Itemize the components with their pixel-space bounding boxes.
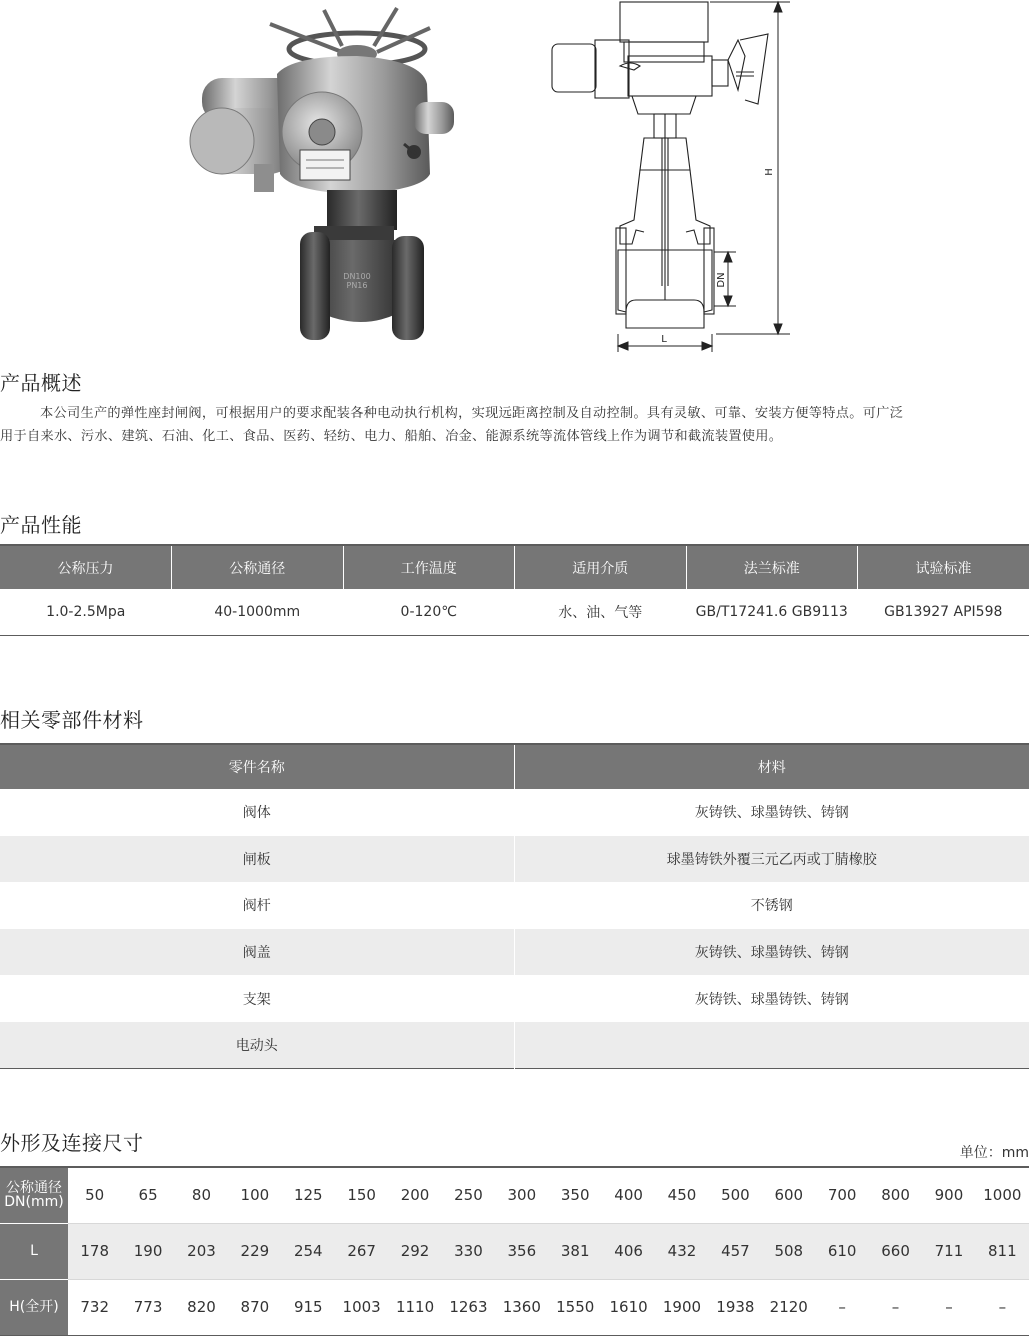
table-row	[0, 975, 1029, 1022]
performance-value-row	[0, 589, 1029, 635]
h-value: 820	[187, 1298, 216, 1316]
part-material: 球墨铸铁外覆三元乙丙或丁腈橡胶	[514, 836, 1029, 883]
dn-value: 900	[922, 1167, 975, 1223]
part-name: 支架	[0, 975, 514, 1022]
l-value: 660	[869, 1223, 922, 1279]
header-test-standard: 试验标准	[858, 545, 1029, 589]
dim-label-h: H	[764, 168, 775, 176]
l-value: 406	[602, 1223, 655, 1279]
dn-value: 500	[709, 1167, 762, 1223]
dn-value: 350	[549, 1167, 602, 1223]
l-value: 356	[495, 1223, 548, 1279]
l-value: 711	[922, 1223, 975, 1279]
performance-table	[0, 544, 1029, 636]
dn-value: 125	[282, 1167, 335, 1223]
header-medium: 适用介质	[515, 545, 687, 589]
dn-value: 450	[655, 1167, 708, 1223]
overview-paragraph	[0, 402, 1029, 448]
l-value: 178	[68, 1223, 121, 1279]
table-row	[0, 836, 1029, 883]
dn-value: 700	[815, 1167, 868, 1223]
dn-value: 250	[442, 1167, 495, 1223]
l-value: 203	[175, 1223, 228, 1279]
part-material: 灰铸铁、球墨铸铁、铸钢	[514, 929, 1029, 976]
dimensions-title: 外形及连接尺寸	[0, 1131, 144, 1155]
value-nominal-pressure: 1.0-2.5Mpa	[46, 603, 126, 620]
dimension-row-h	[0, 1279, 1029, 1335]
h-value: 870	[240, 1298, 270, 1316]
h-value: 1360	[502, 1298, 541, 1316]
dn-value: 600	[762, 1167, 815, 1223]
h-value: 1938	[716, 1298, 755, 1316]
performance-title: 产品性能	[0, 513, 82, 537]
dn-value: 150	[335, 1167, 388, 1223]
h-value: 1110	[395, 1298, 435, 1316]
dn-value: 400	[602, 1167, 655, 1223]
row-head-dn: 公称通径DN(mm)	[0, 1167, 68, 1223]
body-cast-text-2: PN16	[346, 281, 368, 290]
h-value: –	[945, 1298, 953, 1316]
overview-line-1: 本公司生产的弹性座封闸阀，可根据用户的要求配装各种电动执行机构，实现远距离控制及自动控制。具有灵敏、可靠、安装方便等特点。可广泛	[40, 406, 904, 421]
table-row	[0, 789, 1029, 836]
l-value: 254	[282, 1223, 335, 1279]
materials-table	[0, 743, 1029, 1069]
h-value: 732	[80, 1298, 110, 1316]
value-medium: 水、油、气等	[558, 604, 643, 621]
valve-dimension-drawing	[540, 0, 800, 354]
h-value: 2120	[769, 1298, 808, 1316]
part-material	[514, 1022, 1029, 1069]
h-value: 773	[133, 1298, 163, 1316]
l-value: 432	[655, 1223, 708, 1279]
part-material: 灰铸铁、球墨铸铁、铸钢	[694, 991, 849, 1008]
dimension-row-l	[0, 1223, 1029, 1279]
l-value: 190	[121, 1223, 174, 1279]
l-value: 292	[388, 1223, 441, 1279]
materials-title: 相关零部件材料	[0, 708, 144, 732]
h-value: –	[998, 1298, 1007, 1316]
h-value: 1263	[449, 1298, 488, 1316]
dn-value: 200	[388, 1167, 441, 1223]
value-nominal-diameter: 40-1000mm	[214, 603, 301, 620]
part-name: 电动头	[0, 1022, 514, 1069]
overview-title: 产品概述	[0, 371, 82, 395]
l-value: 457	[709, 1223, 762, 1279]
h-value: 1610	[609, 1298, 648, 1316]
header-material: 材料	[514, 744, 1029, 789]
dn-value: 800	[869, 1167, 922, 1223]
h-value: 915	[293, 1298, 323, 1316]
value-flange-standard: GB/T17241.6 GB9113	[695, 603, 848, 620]
h-value: –	[891, 1298, 900, 1316]
l-value: 610	[815, 1223, 868, 1279]
value-test-standard: GB13927 API598	[884, 603, 1003, 620]
table-row	[0, 1022, 1029, 1069]
l-value: 229	[228, 1223, 281, 1279]
row-head-l: L	[0, 1223, 68, 1279]
l-value: 508	[762, 1223, 815, 1279]
overview-line-2: 用于自来水、污水、建筑、石油、化工、食品、医药、轻纺、电力、船舶、冶金、能源系统等流体管线上作为调节和截流装置使用。	[0, 429, 783, 444]
l-value: 330	[442, 1223, 495, 1279]
dim-label-l: L	[661, 334, 667, 345]
part-material: 灰铸铁、球墨铸铁、铸钢	[694, 805, 849, 822]
header-working-temperature: 工作温度	[343, 545, 515, 589]
dn-value: 300	[495, 1167, 548, 1223]
header-nominal-diameter: 公称通径	[172, 545, 344, 589]
dn-value: 65	[121, 1167, 174, 1223]
h-value: –	[838, 1298, 846, 1316]
part-material: 不锈钢	[750, 898, 793, 915]
table-row	[0, 882, 1029, 929]
table-row	[0, 929, 1029, 976]
valve-product-photo	[182, 4, 472, 348]
part-name: 闸板	[0, 836, 514, 883]
h-value: 1003	[342, 1298, 381, 1316]
h-value: 1900	[662, 1298, 702, 1316]
l-value: 267	[335, 1223, 388, 1279]
header-flange-standard: 法兰标准	[686, 545, 858, 589]
body-cast-text-1: DN100	[343, 272, 371, 281]
unit-label: 单位：mm	[959, 1145, 1029, 1161]
row-head-h: H(全开)	[0, 1279, 68, 1335]
value-working-temperature: 0-120℃	[400, 603, 457, 620]
materials-header-row	[0, 744, 1029, 789]
dim-label-dn: DN	[716, 272, 727, 288]
dn-value: 1000	[976, 1167, 1029, 1223]
header-part-name: 零件名称	[0, 744, 514, 789]
l-value: 381	[549, 1223, 602, 1279]
dn-value: 50	[68, 1167, 121, 1223]
l-value: 811	[976, 1223, 1029, 1279]
dimensions-table	[0, 1166, 1029, 1336]
part-name: 阀体	[0, 789, 514, 836]
performance-header-row	[0, 545, 1029, 589]
header-nominal-pressure: 公称压力	[0, 545, 172, 589]
dn-value: 80	[175, 1167, 228, 1223]
h-value: 1550	[556, 1298, 595, 1316]
dimension-row-dn	[0, 1167, 1029, 1223]
part-name: 阀杆	[0, 882, 514, 929]
dn-value: 100	[228, 1167, 281, 1223]
part-name: 阀盖	[0, 929, 514, 976]
